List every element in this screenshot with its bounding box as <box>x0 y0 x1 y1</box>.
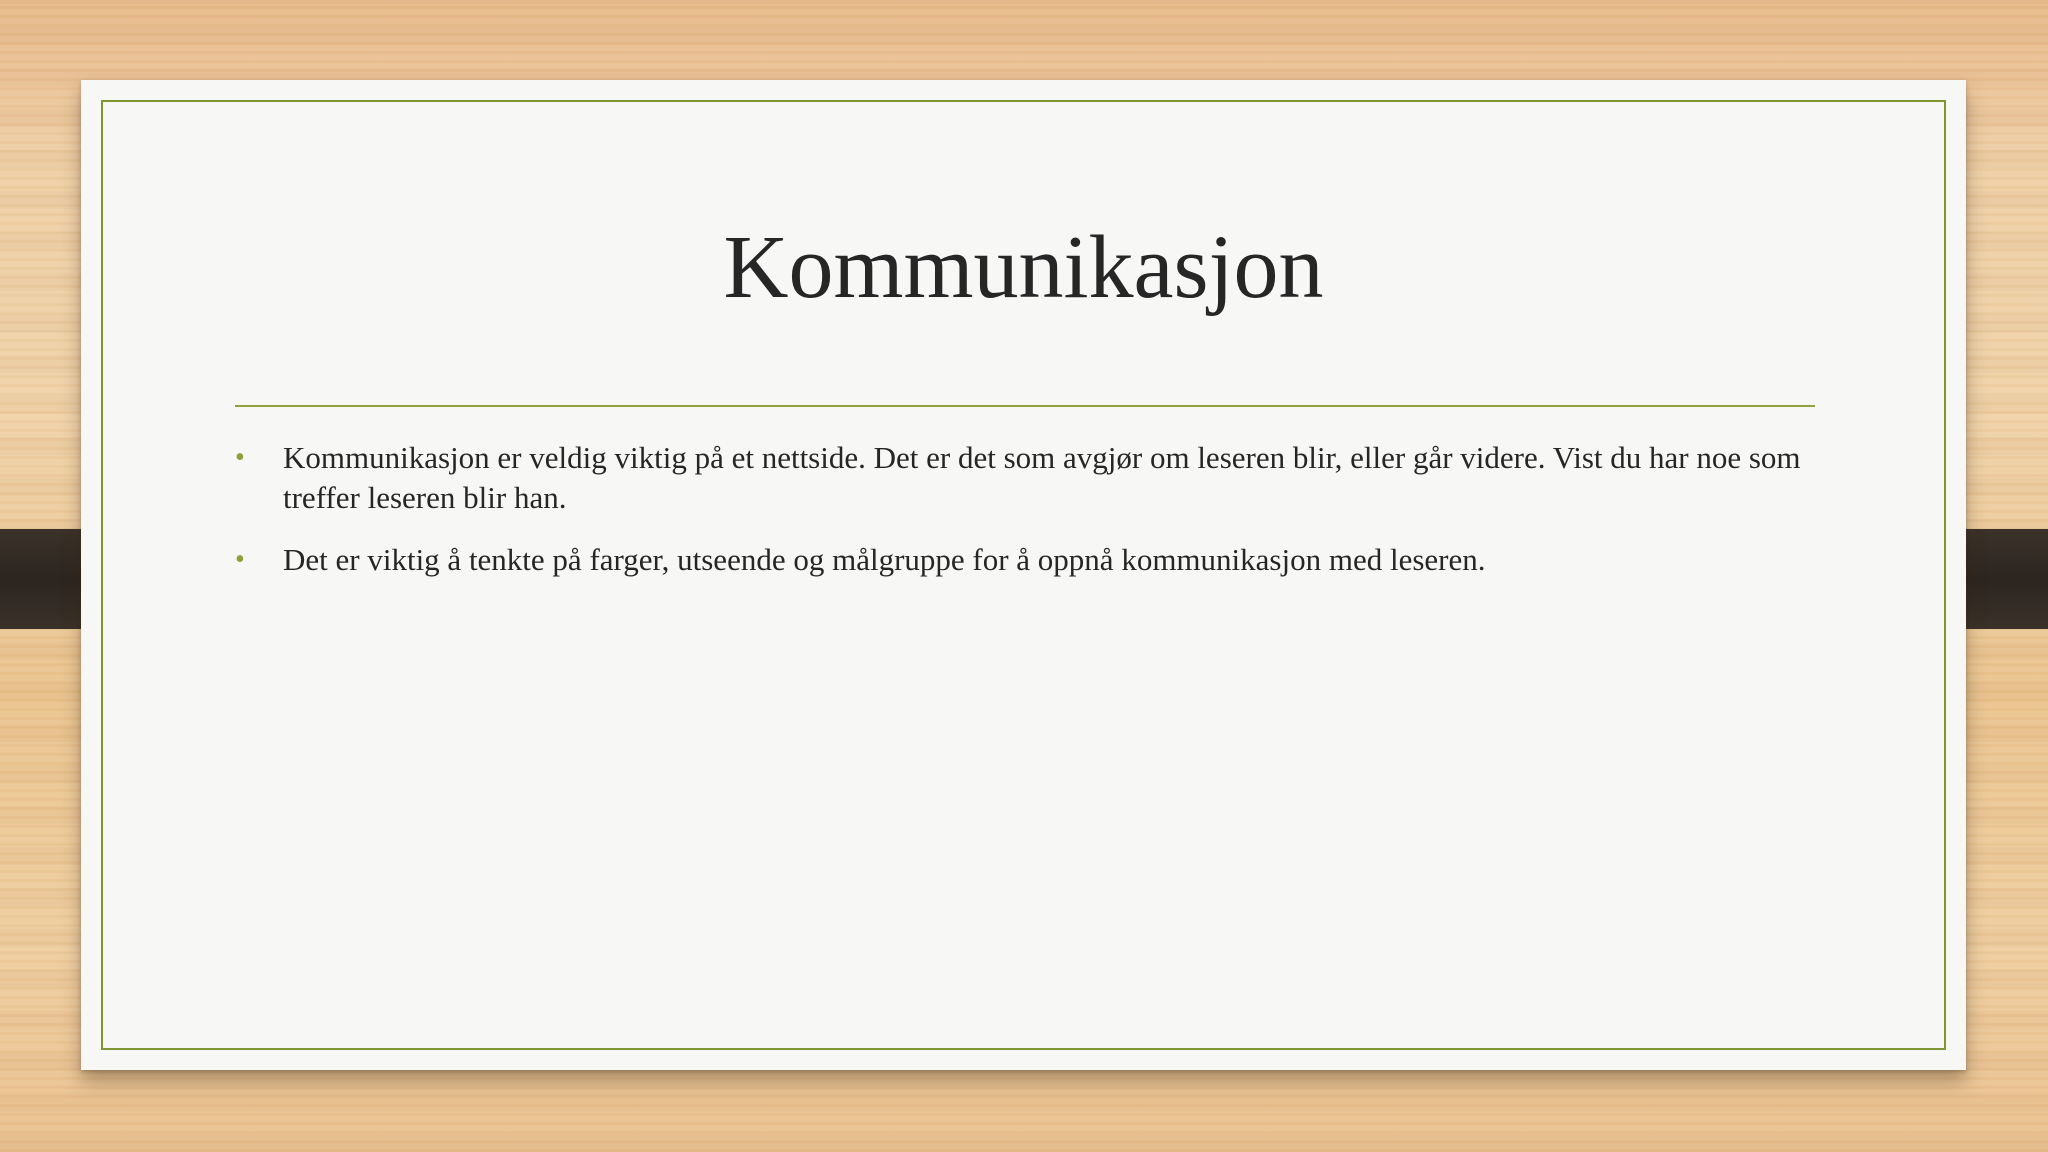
bullet-item <box>235 540 1815 580</box>
slide-paper <box>81 80 1966 1070</box>
title-divider <box>235 405 1815 407</box>
bullet-item <box>235 438 1815 518</box>
bullet-dot-icon: • <box>235 544 245 575</box>
bullet-text: Det er viktig å tenkte på farger, utseende og målgruppe for å oppnå kommunikasjon med leseren. <box>283 542 1486 577</box>
bullet-list <box>235 438 1815 602</box>
slide-title: Kommunikasjon <box>723 218 1324 317</box>
bullet-text: Kommunikasjon er veldig viktig på et nettside. Det er det som avgjør om leseren blir, eller går videre. Vist du har noe som treffer leseren blir han. <box>283 440 1801 515</box>
bullet-dot-icon: • <box>235 442 245 473</box>
